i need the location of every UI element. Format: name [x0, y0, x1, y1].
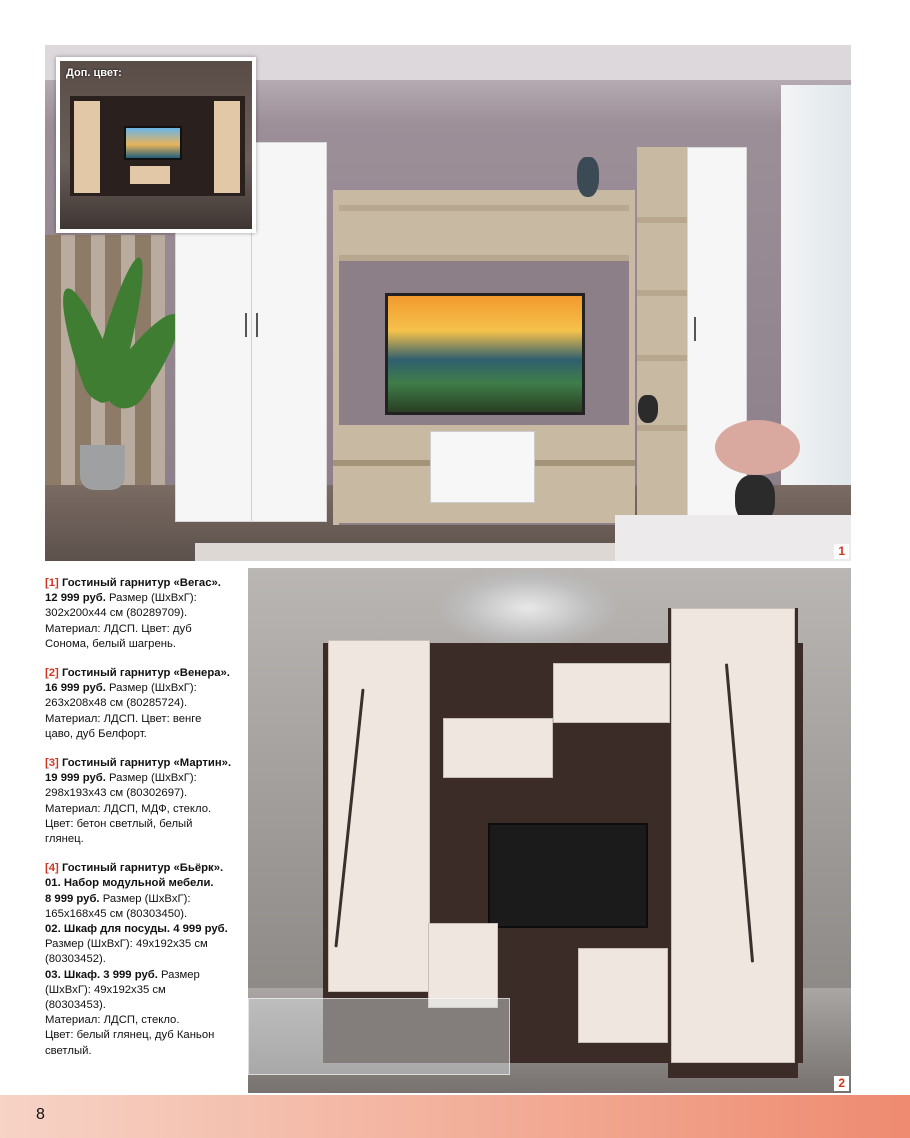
photo-vegas [45, 45, 851, 561]
item-line: Размер (ШхВхГ): [108, 772, 197, 785]
wardrobe-left [328, 640, 430, 992]
wardrobe-right [671, 608, 795, 1063]
item-title: Гостиный гарнитур «Мартин». [61, 757, 232, 770]
item-title: Гостиный гарнитур «Венера». [61, 667, 230, 680]
tall-shelf [637, 147, 687, 525]
item-subtitle: 02. Шкаф для посуды. [45, 923, 171, 936]
decor-vase [638, 395, 658, 423]
coffee-table [615, 515, 851, 561]
item-subtitle: 01. Набор модульной мебели. [45, 877, 214, 890]
item-line: Размер (ШхВхГ): 49х192х35 см [45, 938, 208, 951]
item-line: Материал: ЛДСП, МДФ, стекло. [45, 802, 212, 815]
item-price: 16 999 руб. [45, 682, 106, 695]
product-item-3 [45, 756, 241, 847]
shelf [333, 255, 635, 261]
item-line: глянец. [45, 833, 84, 846]
mini-drawer [130, 166, 170, 184]
item-line: Размер (ШхВхГ): [108, 592, 197, 605]
mini-door [74, 101, 100, 193]
plant-pot [80, 445, 125, 490]
upper-cabinet [443, 718, 553, 778]
item-subtitle: 03. Шкаф. [45, 968, 101, 981]
item-number: [1] [45, 577, 59, 589]
product-descriptions [45, 576, 241, 1073]
item-line: Материал: ЛДСП. Цвет: дуб [45, 622, 192, 635]
product-item-2 [45, 666, 241, 742]
shelf [637, 425, 687, 431]
tv-screen [385, 293, 585, 415]
item-title: Гостиный гарнитур «Вегас». [61, 577, 221, 589]
photo-venera [248, 568, 851, 1093]
mini-door [214, 101, 240, 193]
product-item-4 [45, 861, 241, 1059]
item-line: 302х200х44 см (80289709). [45, 607, 188, 620]
lower-cabinet [578, 948, 668, 1043]
upper-cabinet [553, 663, 670, 723]
item-price: 3 999 руб. [103, 968, 158, 981]
item-price: 12 999 руб. [45, 592, 106, 605]
product-item-1 [45, 576, 241, 652]
item-price: 8 999 руб. [45, 892, 100, 905]
item-line: Сонома, белый шагрень. [45, 637, 176, 650]
item-line: (80303453). [45, 999, 106, 1012]
shelf [637, 355, 687, 361]
decor-vase [577, 157, 599, 197]
item-line: Цвет: белый глянец, дуб Каньон [45, 1029, 215, 1042]
item-line: Размер [161, 968, 200, 981]
lower-cabinet [428, 923, 498, 1008]
item-number: [4] [45, 862, 59, 875]
chandelier [438, 568, 618, 648]
shelf [637, 217, 687, 223]
shelf [637, 290, 687, 296]
mini-tv [124, 126, 182, 160]
glass-coffee-table [248, 998, 510, 1075]
drawer-white [430, 431, 535, 503]
item-line: Цвет: бетон светлый, белый [45, 817, 193, 830]
item-line: 165х168х45 см (80303450). [45, 907, 188, 920]
item-line: 263х208х48 см (80285724). [45, 697, 188, 710]
item-line: (ШхВхГ): 49х192х35 см [45, 983, 166, 996]
item-price: 19 999 руб. [45, 772, 106, 785]
item-line: 298х193х43 см (80302697). [45, 787, 188, 800]
item-number: [3] [45, 757, 59, 770]
item-line: светлый. [45, 1044, 92, 1057]
photo-badge: 2 [834, 1076, 849, 1091]
item-line: Размер (ШхВхГ): [102, 892, 191, 905]
shelf [333, 205, 635, 211]
top-shelves [333, 190, 635, 260]
item-line: цаво, дуб Белфорт. [45, 727, 147, 740]
item-title: Гостиный гарнитур «Бьёрк». [61, 862, 224, 875]
item-price: 4 999 руб. [173, 923, 228, 936]
item-number: [2] [45, 667, 59, 680]
tv-screen [488, 823, 648, 928]
tulips [715, 420, 800, 475]
page-number: 8 [36, 1106, 45, 1123]
inset-label: Доп. цвет: [66, 67, 122, 79]
item-line: Материал: ЛДСП. Цвет: венге [45, 712, 202, 725]
footer-bar [0, 1095, 910, 1138]
item-line: Размер (ШхВхГ): [108, 682, 197, 695]
photo-badge: 1 [834, 544, 849, 559]
item-line: Материал: ЛДСП, стекло. [45, 1014, 180, 1027]
color-variant-inset [56, 57, 256, 233]
item-line: (80303452). [45, 953, 106, 966]
